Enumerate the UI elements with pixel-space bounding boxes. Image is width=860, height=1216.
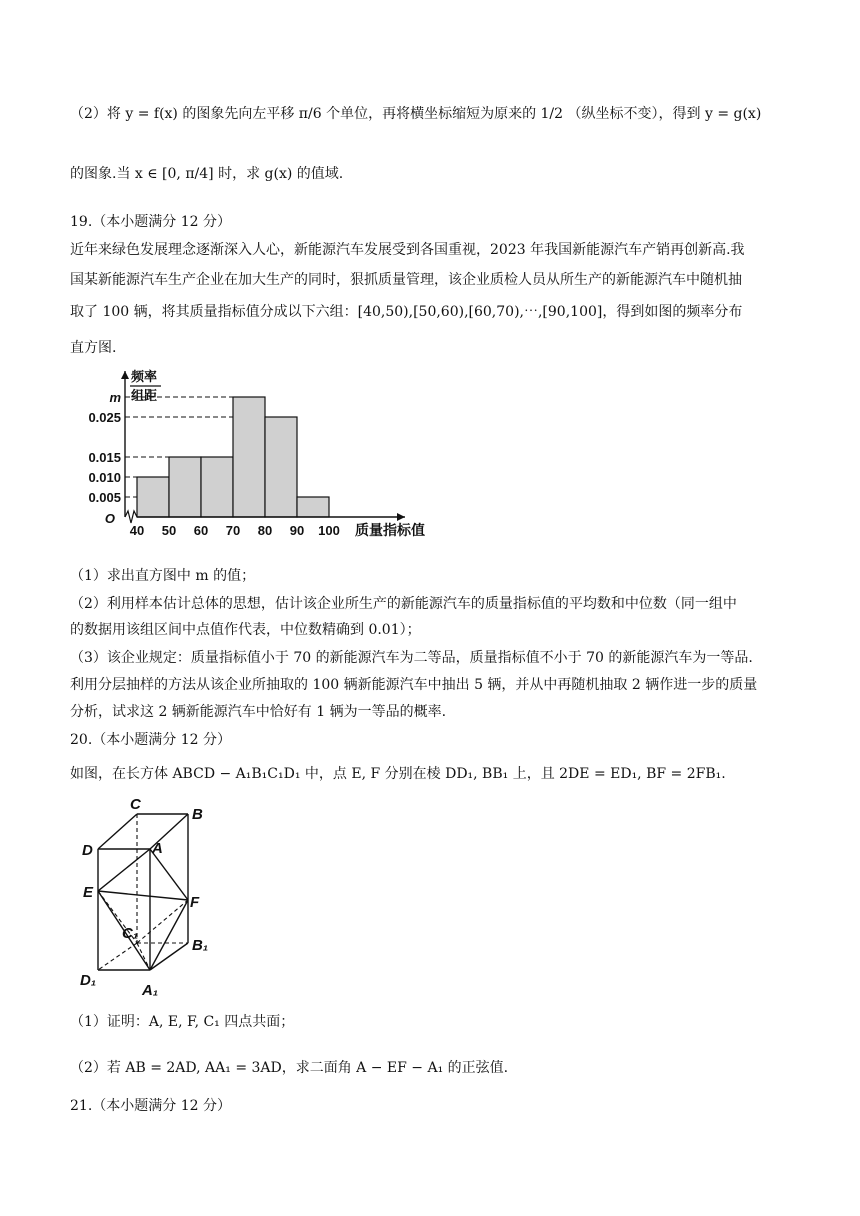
x-tick-label-0: 40 (129, 523, 145, 538)
line-EA (98, 849, 150, 891)
label-E: E (83, 884, 94, 901)
x-tick-label-4: 80 (257, 523, 273, 538)
q19-header: 19.（本小题满分 12 分） (70, 214, 231, 230)
bar-1 (169, 457, 201, 517)
x-tick-label-3: 70 (225, 523, 241, 538)
x-tick-label-6: 100 (318, 523, 340, 538)
hidden-line-C1F (137, 900, 188, 943)
y-tick-label-4: m (109, 390, 121, 405)
label-D1: D₁ (80, 972, 97, 989)
q19-intro-line3: 取了 100 辆，将其质量指标值分成以下六组：[40,50),[50,60),[60,70),⋯,[90,100]，得到如图的频率分布 (70, 304, 743, 320)
bar-4 (265, 417, 297, 517)
edge-CD (98, 814, 137, 849)
q19-part2-line1: （2）利用样本估计总体的思想，估计该企业所生产的新能源汽车的质量指标值的平均数和中位数（同一组中 (70, 596, 737, 612)
q19-intro-line2: 国某新能源汽车生产企业在加大生产的同时，狠抓质量管理，该企业质检人员从所生产的新能源汽车中随机抽 (70, 272, 742, 288)
y-label-bottom: 组距 (131, 388, 158, 403)
y-tick-label-3: 0.025 (88, 410, 121, 425)
line-EF (98, 891, 188, 900)
q19-intro-line1: 近年来绿色发展理念逐渐深入人心，新能源汽车发展受到各国重视，2023 年我国新能源汽车产销再创新高.我 (70, 242, 745, 258)
q19-part3-line1: （3）该企业规定：质量指标值小于 70 的新能源汽车为二等品，质量指标值不小于 70 的新能源汽车为一等品. (70, 650, 753, 666)
label-F: F (190, 894, 200, 911)
edge-A1B1 (150, 943, 188, 970)
y-tick-label-2: 0.015 (88, 450, 121, 465)
frequency-histogram (70, 365, 430, 560)
bar-2 (201, 457, 233, 517)
x-axis-label: 质量指标值 (355, 522, 425, 538)
x-tick-label-5: 90 (289, 523, 305, 538)
label-D: D (82, 842, 93, 859)
origin-label: O (104, 511, 115, 526)
q19-intro-line4: 直方图. (70, 340, 117, 356)
q19-part2-line2: 的数据用该组区间中点值作代表，中位数精确到 0.01）； (70, 622, 421, 638)
x-tick-label-1: 50 (161, 523, 177, 538)
q18-part2-line1: （2）将 y = f(x) 的图象先向左平移 π/6 个单位，再将横坐标缩短为原来的 1/2 （纵坐标不变），得到 y = g(x) (70, 106, 762, 122)
hidden-edge-C1D1 (98, 943, 137, 970)
bar-3 (233, 397, 265, 517)
q20-intro: 如图，在长方体 ABCD − A₁B₁C₁D₁ 中，点 E, F 分别在棱 DD₁, BB₁ 上，且 2DE = ED₁, BF = 2FB₁. (70, 766, 726, 782)
q21-header: 21.（本小题满分 12 分） (70, 1098, 231, 1114)
y-axis-arrow (121, 371, 129, 379)
q20-header: 20.（本小题满分 12 分） (70, 732, 231, 748)
q19-part3-line3: 分析，试求这 2 辆新能源汽车中恰好有 1 辆为一等品的概率. (70, 704, 447, 720)
label-A: A (152, 840, 163, 857)
q20-part1: （1）证明：A, E, F, C₁ 四点共面； (70, 1014, 295, 1030)
y-label-top: 频率 (131, 369, 158, 384)
x-axis-arrow (397, 513, 405, 521)
q19-part3-line2: 利用分层抽样的方法从该企业所抽取的 100 辆新能源汽车中抽出 5 辆，并从中再随机抽取 2 辆作进一步的质量 (70, 677, 758, 693)
line-FA1 (150, 900, 188, 970)
label-A1: A₁ (142, 982, 159, 999)
bar-5 (297, 497, 329, 517)
bar-0 (137, 477, 169, 517)
q20-part2: （2）若 AB = 2AD, AA₁ = 3AD，求二面角 A − EF − A₁ 的正弦值. (70, 1060, 509, 1076)
axis-break (125, 511, 137, 523)
x-tick-label-2: 60 (193, 523, 209, 538)
q19-part1: （1）求出直方图中 m 的值； (70, 568, 256, 584)
label-B1: B₁ (192, 937, 209, 954)
q18-part2-line2: 的图象.当 x ∈ [0, π/4] 时，求 g(x) 的值域. (70, 166, 344, 182)
label-C1: C₁ (122, 925, 139, 942)
y-tick-label-1: 0.010 (88, 470, 121, 485)
label-C: C (130, 796, 141, 813)
y-tick-label-0: 0.005 (88, 490, 121, 505)
label-B: B (192, 806, 203, 823)
cuboid-figure (70, 795, 220, 1005)
